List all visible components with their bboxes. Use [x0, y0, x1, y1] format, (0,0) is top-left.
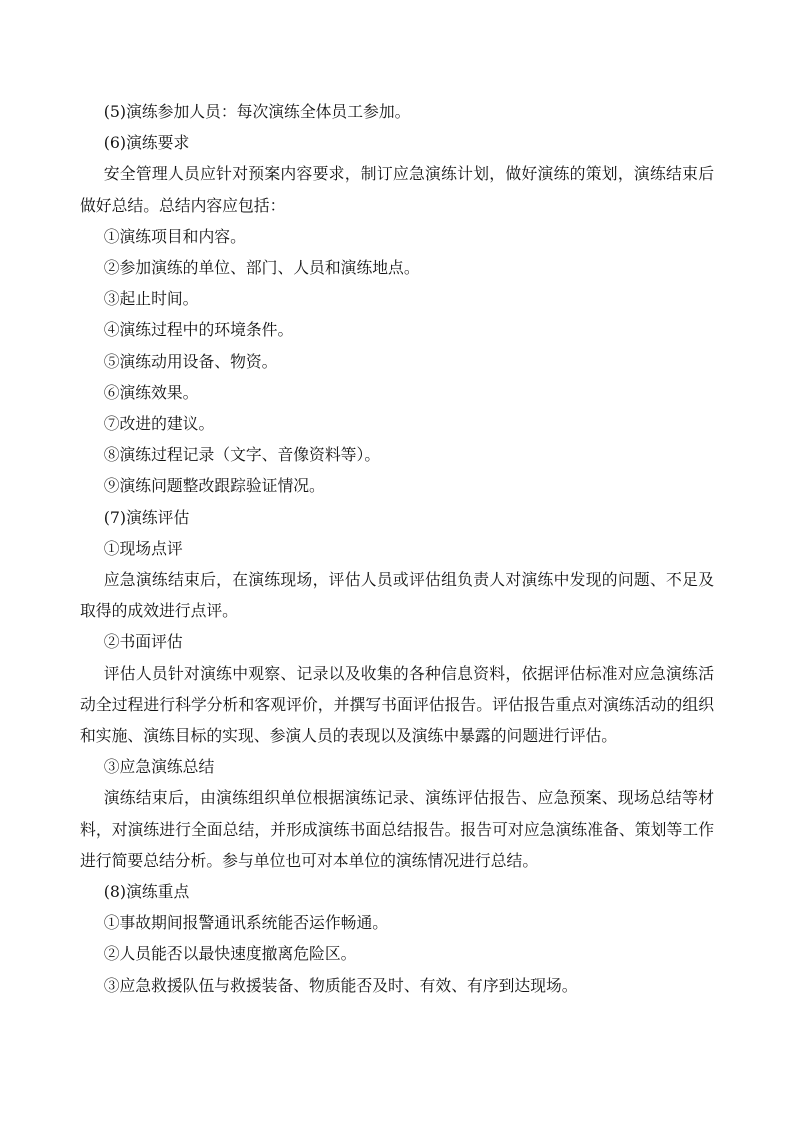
paragraph: ③应急演练总结	[103, 757, 215, 777]
paragraph: ④演练过程中的环境条件。	[103, 320, 294, 340]
paragraph: ①事故期间报警通讯系统能否运作畅通。	[103, 913, 389, 933]
paragraph: 安全管理人员应针对预案内容要求，制订应急演练计划，做好演练的策划，演练结束后做好总结。总结内容应包括：	[80, 164, 714, 215]
paragraph: ①现场点评	[103, 538, 183, 558]
paragraph: ⑦改进的建议。	[103, 414, 215, 434]
paragraph: ②参加演练的单位、部门、人员和演练地点。	[103, 258, 420, 278]
paragraph: ②书面评估	[103, 632, 183, 652]
paragraph: ③起止时间。	[103, 289, 199, 309]
paragraph: 评估人员针对演练中观察、记录以及收集的各种信息资料，依据评估标准对应急演练活动全过程进行科学分析和客观评价，并撰写书面评估报告。评估报告重点对演练活动的组织和实施、演练目标的实现、参演人员的表现以及演练中暴露的问题进行评估。	[80, 663, 714, 746]
paragraph: ⑤演练动用设备、物资。	[103, 351, 278, 371]
paragraph: ②人员能否以最快速度撤离危险区。	[103, 944, 357, 964]
paragraph: (8)演练重点	[103, 882, 190, 902]
paragraph: ⑨演练问题整改跟踪验证情况。	[103, 476, 325, 496]
paragraph: ①演练项目和内容。	[103, 226, 246, 246]
paragraph: ⑧演练过程记录（文字、音像资料等）。	[103, 445, 381, 465]
paragraph: (5)演练参加人员：每次演练全体员工参加。	[103, 102, 411, 121]
document-body	[80, 96, 714, 1001]
paragraph: (6)演练要求	[103, 133, 190, 153]
paragraph: (7)演练评估	[103, 507, 190, 527]
paragraph: ⑥演练效果。	[103, 382, 199, 402]
paragraph: ③应急救援队伍与救援装备、物质能否及时、有效、有序到达现场。	[103, 975, 578, 995]
paragraph: 应急演练结束后，在演练现场，评估人员或评估组负责人对演练中发现的问题、不足及取得的成效进行点评。	[80, 570, 714, 621]
paragraph: 演练结束后，由演练组织单位根据演练记录、演练评估报告、应急预案、现场总结等材料，对演练进行全面总结，并形成演练书面总结报告。报告可对应急演练准备、策划等工作进行简要总结分析。参与单位也可对本单位的演练情况进行总结。	[80, 788, 714, 870]
